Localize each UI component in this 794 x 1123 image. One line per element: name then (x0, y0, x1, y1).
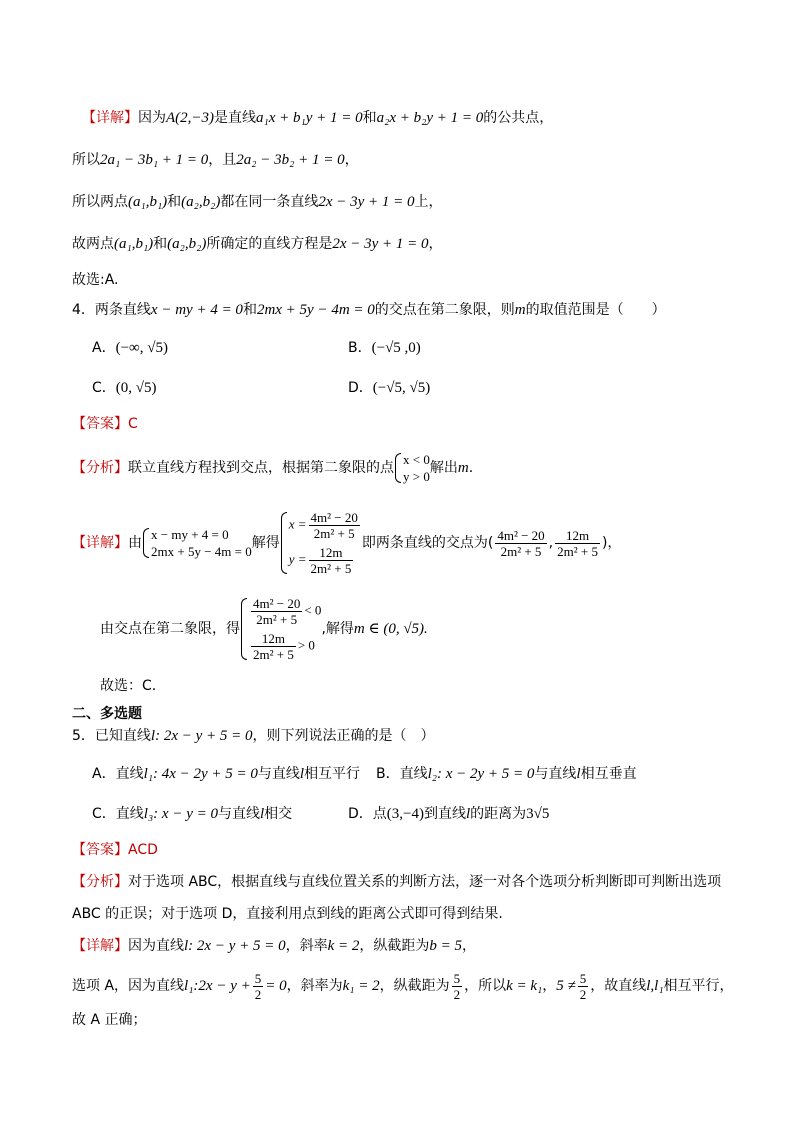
text: 与直线 (534, 766, 577, 782)
text: 的取值范围是（ ） (525, 302, 666, 318)
math-intercept: b = 5 (429, 938, 463, 954)
text: 与直线 (257, 766, 300, 782)
math-line-eq: 2x − 3y + 1 = 0 (332, 236, 429, 252)
math-value: 3√5 (526, 806, 550, 822)
math-l2: 2mx + 5y − 4m = 0 (256, 302, 375, 318)
detail-tag: 【详解】 (82, 110, 138, 126)
fraction (251, 596, 302, 627)
math-l: l (299, 766, 305, 782)
q4-detail (72, 506, 621, 580)
text: 是直线 (214, 110, 257, 126)
math-point: (3,−4) (386, 806, 424, 822)
text: 和 (167, 194, 182, 210)
text: 和 (242, 302, 257, 318)
text: ， (542, 978, 557, 994)
math-line1: a₁x + b₁y + 1 = 0 (256, 110, 363, 126)
equation-system (142, 526, 252, 560)
text: ， (428, 236, 443, 252)
math-lines: l,l₁ (646, 978, 664, 994)
math-line: l₃: x − y = 0 (143, 806, 218, 822)
condition: x < 0 (403, 452, 430, 467)
math-eq2: 2a₂ − 3b₂ + 1 = 0 (236, 152, 345, 168)
math-eq: = 0 (265, 978, 287, 994)
q4-analysis (72, 448, 473, 488)
inequality-system (240, 596, 321, 662)
text: 所以 (72, 152, 100, 168)
q4-answer (72, 414, 138, 434)
answer-tag: 【答案】 (72, 416, 128, 432)
solution-system (280, 510, 362, 576)
answer-tag: 【答案】 (72, 842, 128, 858)
q5-option-a (92, 764, 360, 784)
math-l: l (576, 766, 581, 782)
text: . (468, 460, 474, 476)
text: 解得 (251, 535, 280, 551)
option-value: (−∞, √5) (115, 340, 168, 356)
q4-option-d (348, 378, 430, 398)
option-label: B．直线 (376, 766, 428, 782)
detail-tag: 【详解】 (72, 535, 128, 551)
denominator: 2 (453, 986, 461, 1002)
q5-detail-1 (72, 936, 476, 956)
text: )， (601, 535, 622, 551)
math-line2: a₂x + b₂y + 1 = 0 (376, 110, 484, 126)
denominator: 2m² + 5 (557, 543, 598, 559)
numerator: 4m² − 20 (497, 527, 545, 543)
text: 由 (128, 535, 142, 551)
label: y = (288, 551, 307, 567)
solution-y (289, 545, 362, 576)
denominator: 2m² + 5 (313, 526, 355, 541)
denominator: 2m² + 5 (253, 647, 294, 662)
inequality (249, 631, 321, 662)
q5-answer (72, 840, 158, 860)
text: 相交 (264, 806, 293, 822)
q5-option-d (348, 804, 549, 824)
text: 相互平行 (304, 766, 361, 782)
denominator: 2m² + 5 (256, 612, 298, 627)
q4-option-b (348, 338, 421, 358)
numerator: 5 (453, 970, 461, 986)
text: 和 (153, 236, 168, 252)
text: 与直线 (217, 806, 260, 822)
text: 和 (362, 110, 377, 126)
relation: < 0 (304, 602, 322, 618)
text: , (548, 535, 554, 551)
text: 的距离为 (470, 806, 527, 822)
text: ，则下列说法正确的是（ ） (252, 728, 435, 744)
option-value: (−√5, √5) (372, 380, 431, 396)
text: 所确定的直线方程是 (206, 236, 333, 252)
fraction-y (555, 528, 600, 559)
math-result: m ∈ (0, √5). (353, 621, 428, 637)
q3-detail-line-1 (82, 108, 553, 128)
q4-stem (72, 300, 666, 320)
text: 相互垂直 (580, 766, 637, 782)
text: 因为直线 (128, 938, 184, 954)
numerator: 12m (251, 631, 296, 647)
option-label: D．点 (348, 806, 387, 822)
text: 联立直线方程找到交点，根据第二象限的点 (128, 460, 394, 476)
math-slope: k₁ = 2 (342, 978, 380, 994)
denominator: 2m² + 5 (500, 543, 542, 559)
math-point1: (a₁,b₁) (114, 236, 154, 252)
numerator: 12m (555, 528, 600, 544)
q5-analysis-2: ABC 的正误；对于选项 D，直接利用点到线的距离公式即可得到结果. (72, 906, 503, 922)
math-l1: x − my + 4 = 0 (150, 302, 243, 318)
math-line: l₁:2x − y + (184, 978, 251, 994)
q3-detail-line-3 (72, 192, 443, 212)
fraction (309, 510, 360, 541)
text: 解出 (429, 460, 458, 476)
numerator: 12m (309, 545, 354, 561)
option-label: A． (92, 340, 116, 356)
option-value: (−√5 ,0) (371, 340, 421, 356)
math-line-l: l: 2x − y + 5 = 0 (150, 728, 253, 744)
equation: x − my + 4 = 0 (151, 527, 229, 542)
text: 由交点在第二象限，得 (100, 621, 240, 637)
relation: > 0 (297, 637, 315, 653)
q4-choice: 故选：C. (100, 678, 157, 694)
condition-system (394, 451, 430, 485)
text: 选项 A，因为直线 (72, 978, 185, 994)
q5-option-b (376, 764, 637, 784)
text: 的交点在第二象限，则 (374, 302, 515, 318)
option-label: C．直线 (92, 806, 144, 822)
q5-analysis-1 (72, 872, 721, 892)
text: ，斜率 (285, 938, 328, 954)
fraction (253, 971, 264, 1002)
math-point-a: A(2,−3) (166, 110, 215, 126)
math-m: m (514, 302, 526, 318)
answer-value: ACD (128, 842, 158, 858)
math-line: l₁: 4x − 2y + 5 = 0 (143, 766, 258, 782)
text: 都在同一条直线 (220, 194, 319, 210)
numerator: 5 (579, 970, 587, 986)
solution-x (289, 510, 362, 541)
equation: 2mx + 5y − 4m = 0 (151, 544, 252, 559)
analysis-tag: 【分析】 (72, 874, 128, 890)
fraction (578, 971, 589, 1002)
text: 上， (414, 194, 443, 210)
math-ne: 5 ≠ (556, 978, 576, 994)
math-line: l₂: x − 2y + 5 = 0 (427, 766, 535, 782)
text: 相互平行， (663, 978, 734, 994)
text: ，斜率为 (286, 978, 343, 994)
numerator: 4m² − 20 (310, 510, 358, 525)
option-label: A．直线 (92, 766, 144, 782)
q4-option-a (92, 338, 168, 358)
text: 因为 (138, 110, 166, 126)
denominator: 2 (254, 986, 262, 1002)
text: 所以两点 (72, 194, 128, 210)
text: 故两点 (72, 236, 114, 252)
math-slope: k = 2 (327, 938, 360, 954)
analysis-tag: 【分析】 (72, 460, 128, 476)
denominator: 2 (579, 986, 587, 1002)
text: ， (462, 938, 477, 954)
math-point1: (a₁,b₁) (128, 194, 168, 210)
option-label: B． (348, 340, 372, 356)
text: ， (344, 152, 359, 168)
q3-detail-line-4 (72, 234, 443, 254)
text: 的公共点， (483, 110, 554, 126)
option-label: C． (92, 380, 116, 396)
q4-quadrant (100, 592, 428, 666)
answer-value: C (128, 416, 138, 432)
text: 即两条直线的交点为( (361, 535, 494, 551)
math-m: m (457, 460, 469, 476)
q5-detail-2 (72, 966, 734, 1006)
fraction-x (495, 528, 546, 559)
detail-tag: 【详解】 (72, 938, 128, 954)
math-kk: k = k₁ (506, 978, 543, 994)
text: ，且 (208, 152, 237, 168)
math-point2: (a₂,b₂) (167, 236, 207, 252)
math-point2: (a₂,b₂) (181, 194, 221, 210)
q5-option-c (92, 804, 292, 824)
q3-choice: 故选:A. (72, 272, 119, 288)
text: 对于选项 ABC，根据直线与直线位置关系的判断方法，逐一对各个选项分析判断即可判断出选项 (128, 874, 722, 890)
q4-option-c (92, 378, 157, 398)
numerator: 4m² − 20 (253, 596, 301, 611)
math-eq1: 2a₁ − 3b₁ + 1 = 0 (100, 152, 209, 168)
math-l: l (259, 806, 265, 822)
inequality (249, 596, 321, 627)
text: 到直线 (423, 806, 466, 822)
section-title: 二、多选题 (72, 706, 142, 722)
fraction (309, 545, 354, 576)
text: ，所以 (464, 978, 507, 994)
fraction (452, 971, 463, 1002)
q5-stem (72, 726, 435, 746)
option-label: D． (348, 380, 373, 396)
text: ,解得 (321, 621, 354, 637)
text: ，纵截距为 (359, 938, 430, 954)
text: 4．两条直线 (72, 302, 151, 318)
math-line-eq: 2x − 3y + 1 = 0 (318, 194, 415, 210)
text: ，纵截距为 (379, 978, 450, 994)
option-value: (0, √5) (115, 380, 157, 396)
fraction (251, 631, 296, 662)
q3-detail-line-2 (72, 150, 359, 170)
text: ，故直线 (590, 978, 647, 994)
math-line: l: 2x − y + 5 = 0 (184, 938, 286, 954)
denominator: 2m² + 5 (310, 561, 352, 576)
math-l: l (465, 806, 471, 822)
condition: y > 0 (403, 469, 430, 484)
q5-detail-3: 故 A 正确； (72, 1012, 147, 1028)
numerator: 5 (254, 970, 262, 986)
label: x = (288, 516, 307, 532)
text: 5．已知直线 (72, 728, 151, 744)
